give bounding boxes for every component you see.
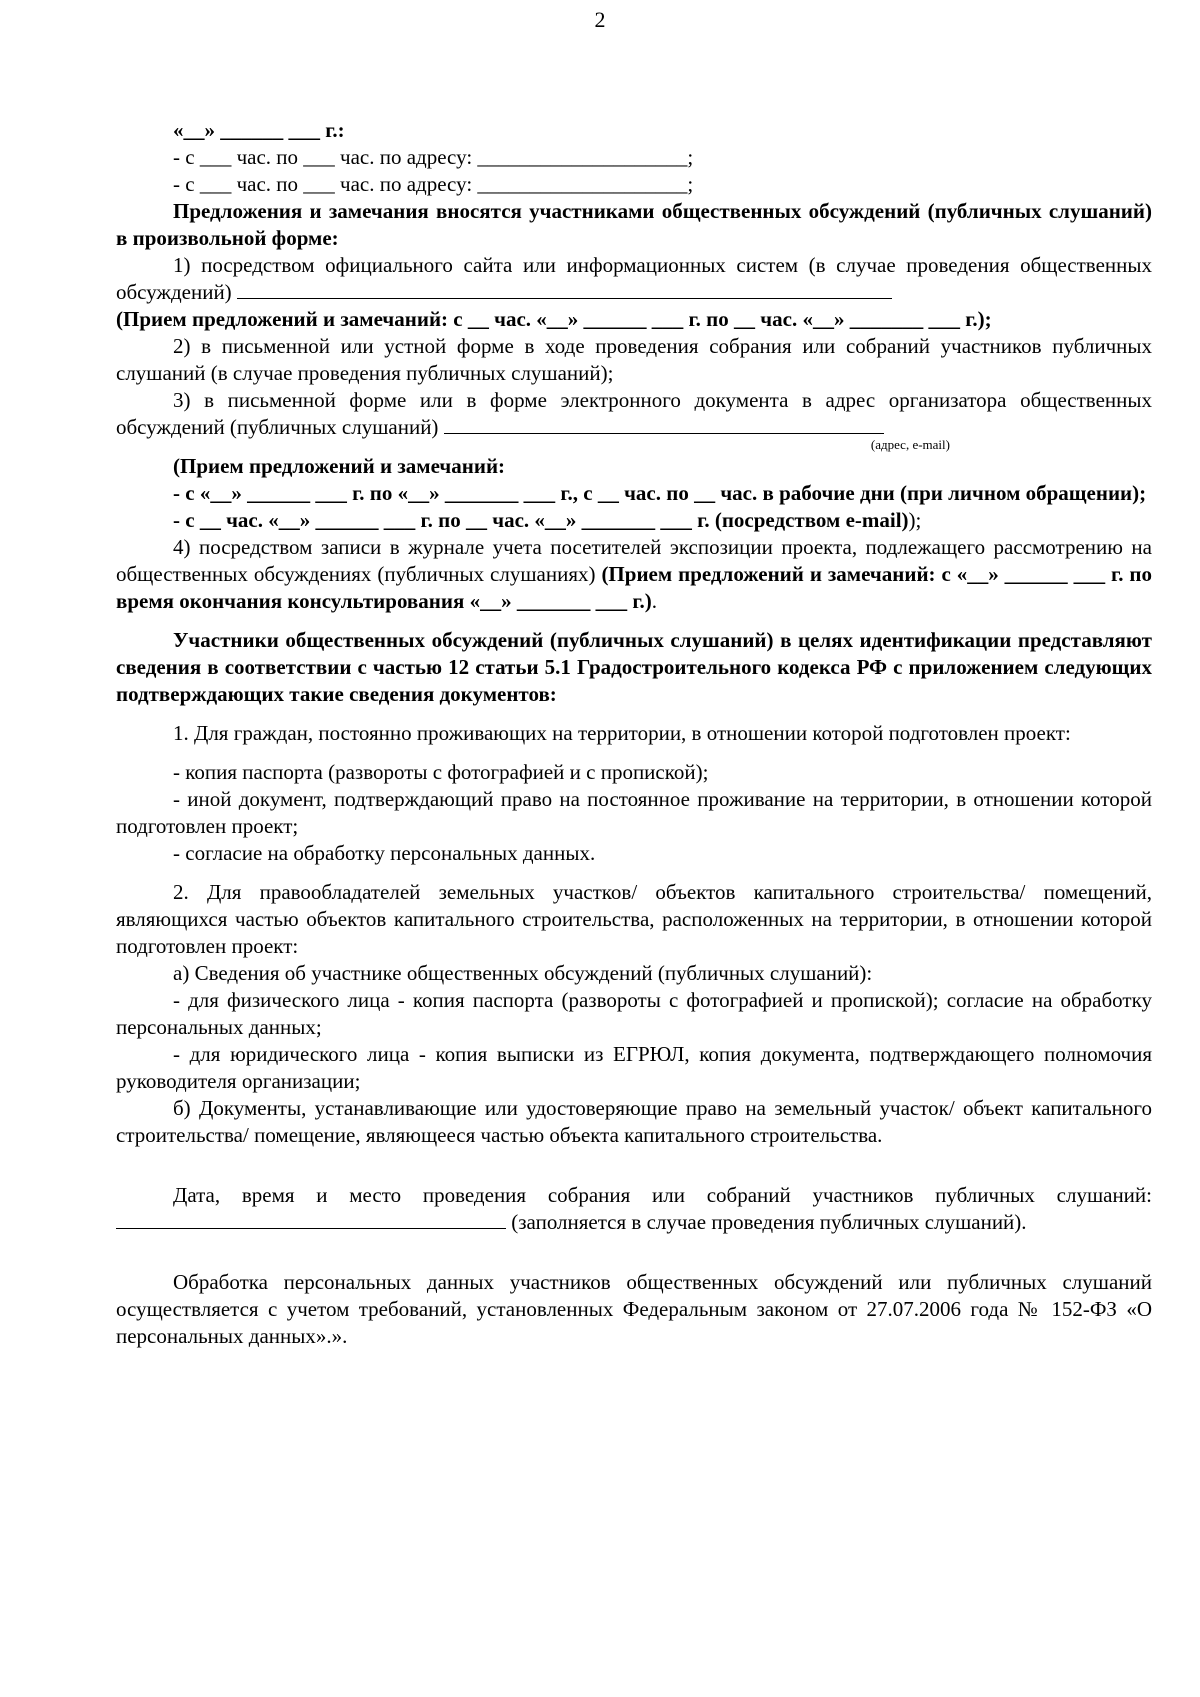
proposals-item-1 <box>116 252 1152 306</box>
schedule-slot-1: - с ___ час. по ___ час. по адресу: ____________________; <box>173 145 694 169</box>
item-1-reception: (Прием предложений и замечаний: с __ час. «__» ______ ___ г. по __ час. «__» _______ ___ г.); <box>116 307 992 331</box>
page-number: 2 <box>594 7 606 32</box>
schedule-date-line: «__» ______ ___ г.: <box>173 118 345 142</box>
identification-heading: Участники общественных обсуждений (публичных слушаний) в целях идентификации представляют сведения в соответствии с частью 12 статьи 5.1 Градостроительного кодекса РФ с приложением следующих подтверждающих такие сведения документов: <box>116 628 1152 706</box>
item-3-reception-line-2 <box>116 507 1152 534</box>
identification-p2: 2. Для правообладателей земельных участков/ объектов капитального строительства/ помещений, являющихся частью объектов капитального строительства, расположенных на территории, в отношении которой подготовлен проект: <box>116 880 1152 958</box>
item-1-fill-line <box>237 279 892 299</box>
identification-p1: 1. Для граждан, постоянно проживающих на территории, в отношении которой подготовлен проект: <box>173 721 1071 745</box>
personal-data-paragraph: Обработка персональных данных участников общественных обсуждений или публичных слушаний осуществляется с учетом требований, установленных Федеральным законом от 27.07.2006 года № 152-ФЗ «О персональных данных».». <box>116 1270 1152 1348</box>
identification-p2-b: б) Документы, устанавливающие или удостоверяющие право на земельный участок/ объект капитального строительства/ помещение, являющееся частью объекта капитального строительства. <box>116 1096 1152 1147</box>
item-3-fill-line <box>444 414 884 434</box>
item-4-end: . <box>651 589 657 613</box>
meeting-paragraph <box>116 1182 1152 1236</box>
proposals-item-2: 2) в письменной или устной форме в ходе проведения собрания или собраний участников публичных слушаний (в случае проведения публичных слушаний); <box>116 334 1152 385</box>
p1-item-2: - иной документ, подтверждающий право на постоянное проживание на территории, в отношении которой подготовлен проект; <box>116 787 1152 838</box>
item-3-reception-email: - с __ час. «__» ______ ___ г. по __ час. «__» _______ ___ г. (посредством e-mail) <box>173 508 909 532</box>
meeting-note: (заполняется в случае проведения публичных слушаний). <box>511 1210 1027 1234</box>
document-body <box>116 117 1152 1350</box>
item-3-reception-heading: (Прием предложений и замечаний: <box>173 454 506 478</box>
item-3-text: 3) в письменной форме или в форме электронного документа в адрес организатора общественных обсуждений (публичных слушаний) <box>116 388 1152 439</box>
p2-a-item-2: - для юридического лица - копия выписки из ЕГРЮЛ, копия документа, подтверждающего полномочия руководителя организации; <box>116 1042 1152 1093</box>
schedule-slot-2: - с ___ час. по ___ час. по адресу: ____________________; <box>173 172 694 196</box>
proposals-item-3 <box>116 387 1152 441</box>
meeting-fill-line <box>116 1209 506 1229</box>
p1-item-3: - согласие на обработку персональных данных. <box>173 841 596 865</box>
address-email-caption: (адрес, e-mail) <box>870 437 950 452</box>
p2-a-item-1: - для физического лица - копия паспорта (развороты с фотографией и пропиской); согласие на обработку персональных данных; <box>116 988 1152 1039</box>
proposals-heading: Предложения и замечания вносятся участниками общественных обсуждений (публичных слушаний) в произвольной форме: <box>116 199 1152 250</box>
item-4-text: 4) посредством записи в журнале учета посетителей экспозиции проекта, подлежащего рассмотрению на общественных обсуждениях (публичных слушаниях) <box>116 535 1152 586</box>
identification-p2-a: а) Сведения об участнике общественных обсуждений (публичных слушаний): <box>173 961 873 985</box>
proposals-item-4 <box>116 534 1152 615</box>
item-3-reception-line-1: - с «__» ______ ___ г. по «__» _______ ___ г., с __ час. по __ час. в рабочие дни (при личном обращении); <box>173 481 1147 505</box>
item-4-reception: (Прием предложений и замечаний: с «__» ______ ___ г. по время окончания консультирования «__» _______ ___ г.) <box>116 562 1153 613</box>
p1-item-1: - копия паспорта (развороты с фотографией и с пропиской); <box>173 760 709 784</box>
item-1-text: 1) посредством официального сайта или информационных систем (в случае проведения общественных обсуждений) <box>116 253 1152 304</box>
meeting-text: Дата, время и место проведения собрания или собраний участников публичных слушаний: <box>173 1183 1152 1207</box>
item-3-reception-end: ); <box>908 508 922 532</box>
